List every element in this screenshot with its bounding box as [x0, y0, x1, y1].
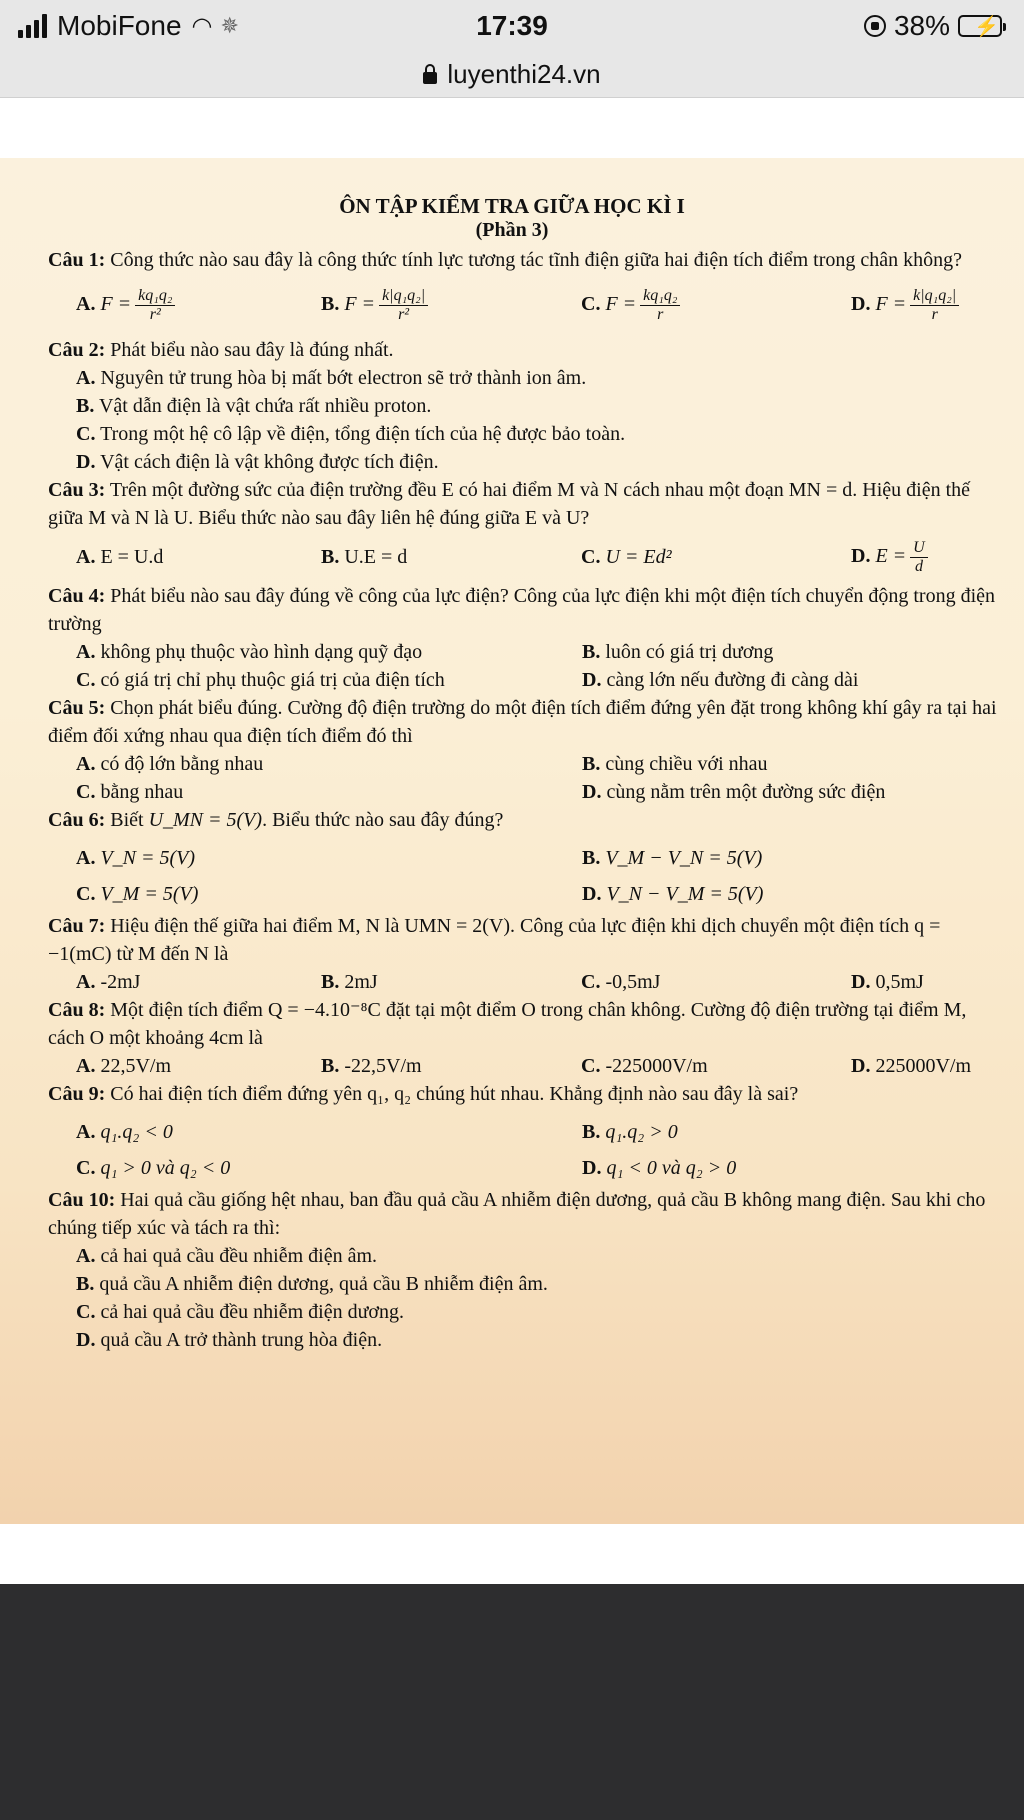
question-7 — [48, 912, 1008, 968]
option-c: C. cả hai quả cầu đều nhiễm điện dương. — [76, 1301, 404, 1323]
question-label: Câu 9: — [48, 1083, 106, 1105]
question-label: Câu 3: — [48, 479, 106, 501]
option-c: C. V_M = 5(V) — [76, 883, 199, 905]
option-d: D. cùng nằm trên một đường sức điện — [582, 781, 886, 803]
option-c: C. -225000V/m — [581, 1055, 708, 1077]
doc-title: ÔN TẬP KIỂM TRA GIỮA HỌC KÌ I — [339, 194, 685, 218]
option-c: C. F = $\frac{\text{kq₁q₂}}{r}$ — [581, 287, 851, 324]
question-9 — [48, 1080, 1008, 1108]
url-domain[interactable]: luyenthi24.vn — [447, 59, 601, 89]
option-d: D. F = $\frac{\text{k|q₁q₂|}}{r}$ — [851, 287, 1024, 324]
option-b: B. cùng chiều với nhau — [582, 753, 768, 775]
question-5-options — [48, 750, 1024, 806]
doc-subtitle: (Phần 3) — [475, 219, 549, 241]
option-a: A. q₁.q₂ < 0 — [76, 1121, 173, 1143]
option-d: D. 0,5mJ — [851, 971, 924, 993]
option-b: B. U.E = d — [321, 545, 408, 568]
option-a: A. có độ lớn bằng nhau — [76, 753, 264, 775]
question-text: Hiệu điện thế giữa hai điểm M, N là UMN = 2(V). Công của lực điện khi dịch chuyển một điện tích q = −1(mC) từ M đến N là — [48, 915, 941, 965]
option-c: C. q₁ > 0 và q₂ < 0 — [76, 1157, 231, 1179]
option-b: B. Vật dẫn điện là vật chứa rất nhiều proton. — [76, 395, 432, 417]
option-b: B. 2mJ — [321, 971, 378, 993]
question-10 — [48, 1186, 1008, 1242]
question-text: Phát biểu nào sau đây là đúng nhất. — [110, 339, 394, 361]
battery-icon: ⚡ — [958, 15, 1002, 37]
question-text: Phát biểu nào sau đây đúng về công của lực điện? Công của lực điện khi một điện tích chuyển động trong điện trường — [48, 585, 996, 635]
option-c: C. U = Ed² — [581, 545, 672, 568]
padlock-icon — [423, 72, 437, 84]
option-d: D. 225000V/m — [851, 1055, 972, 1077]
question-text: Trên một đường sức của điện trường đều E có hai điểm M và N cách nhau một đoạn MN = d. Hiệu điện thế giữa M và N là U. Biểu thức nào sau đây liên hệ đúng giữa E và U? — [48, 479, 971, 529]
option-a: A. Nguyên tử trung hòa bị mất bớt electron sẽ trở thành ion âm. — [76, 367, 587, 389]
option-b: B. V_M − V_N = 5(V) — [582, 847, 763, 869]
carrier-name: MobiFone — [57, 10, 182, 41]
option-c: C. có giá trị chỉ phụ thuộc giá trị của điện tích — [76, 669, 445, 691]
option-b: B. q₁.q₂ > 0 — [582, 1121, 678, 1143]
option-d: D. càng lớn nếu đường đi càng dài — [582, 669, 859, 691]
battery-percent: 38% — [893, 10, 950, 41]
question-label: Câu 6: — [48, 809, 106, 831]
rotation-lock-icon — [864, 15, 886, 37]
question-6-options — [48, 840, 1024, 912]
option-c: C. bằng nhau — [76, 781, 184, 803]
option-a: A. V_N = 5(V) — [76, 847, 196, 869]
question-2 — [48, 336, 1008, 364]
clock: 17:39 — [476, 10, 548, 41]
status-right — [864, 10, 1002, 42]
loading-spinner-icon: ✵ — [220, 13, 239, 38]
question-text: Chọn phát biểu đúng. Cường độ điện trường do một điện tích điểm đứng yên đặt trong không khí gây ra tại hai điểm đối xứng nhau qua điện tích điểm đó thì — [48, 697, 997, 747]
question-5 — [48, 694, 1008, 750]
option-a: A. -2mJ — [76, 971, 141, 993]
question-8 — [48, 996, 1008, 1052]
option-b: B. quả cầu A nhiễm điện dương, quả cầu B nhiễm điện âm. — [76, 1273, 548, 1295]
option-a: A. E = U.d — [76, 545, 164, 568]
question-label: Câu 4: — [48, 585, 106, 607]
option-a: A. cả hai quả cầu đều nhiễm điện âm. — [76, 1245, 378, 1267]
question-label: Câu 2: — [48, 339, 106, 361]
question-label: Câu 5: — [48, 697, 106, 719]
question-1-options — [48, 274, 1024, 336]
option-b: B. luôn có giá trị dương — [582, 641, 774, 663]
question-4-options — [48, 638, 1024, 694]
question-label: Câu 10: — [48, 1189, 116, 1211]
question-6: Câu 6: Biết U_MN = 5(V). Biểu thức nào sau đây đúng? — [48, 809, 504, 831]
question-label: Câu 8: — [48, 999, 106, 1021]
question-3-options — [48, 532, 1024, 582]
question-label: Câu 7: — [48, 915, 106, 937]
question-1 — [48, 246, 1008, 274]
question-4 — [48, 582, 1008, 638]
question-label: Câu 1: — [48, 249, 106, 271]
option-a: A. 22,5V/m — [76, 1055, 172, 1077]
option-c: C. Trong một hệ cô lập về điện, tổng điện tích của hệ được bảo toàn. — [76, 423, 626, 445]
question-text: Công thức nào sau đây là công thức tính lực tương tác tĩnh điện giữa hai điện tích điểm trong chân không? — [110, 249, 963, 271]
option-d: D. quả cầu A trở thành trung hòa điện. — [76, 1329, 383, 1351]
question-9-options — [48, 1114, 1024, 1186]
document-image — [0, 158, 1024, 1524]
question-text: Có hai điện tích điểm đứng yên q₁, q₂ chúng hút nhau. Khẳng định nào sau đây là sai? — [110, 1083, 799, 1105]
question-8-options — [48, 1052, 1024, 1080]
question-7-options — [48, 968, 1024, 996]
option-a: A. không phụ thuộc vào hình dạng quỹ đạo — [76, 641, 423, 663]
option-c: C. -0,5mJ — [581, 971, 661, 993]
option-b: B. -22,5V/m — [321, 1055, 422, 1077]
question-3 — [48, 476, 1008, 532]
url-bar[interactable] — [0, 52, 1024, 98]
option-d: D. V_N − V_M = 5(V) — [582, 883, 764, 905]
option-d: D. E = $\frac{U}{d}$ — [851, 539, 1024, 576]
wifi-icon: ◠ — [191, 12, 213, 40]
bottom-dark-area — [0, 1584, 1024, 1820]
question-text: Hai quả cầu giống hệt nhau, ban đầu quả cầu A nhiễm điện dương, quả cầu B không mang điện. Sau khi cho chúng tiếp xúc và tách ra thì: — [48, 1189, 986, 1239]
option-a: A. F = $\frac{\text{kq₁q₂}}{\text{r²}}$ — [76, 287, 321, 324]
option-b: B. F = $\frac{\text{k|q₁q₂|}}{\text{r²}}$ — [321, 287, 581, 324]
option-d: D. q₁ < 0 và q₂ > 0 — [582, 1157, 737, 1179]
status-bar — [0, 0, 1024, 52]
question-text: Một điện tích điểm Q = −4.10⁻⁸C đặt tại một điểm O trong chân không. Cường độ điện trường tại điểm M, cách O một khoảng 4cm là — [48, 999, 967, 1049]
option-d: D. Vật cách điện là vật không được tích điện. — [76, 451, 439, 473]
